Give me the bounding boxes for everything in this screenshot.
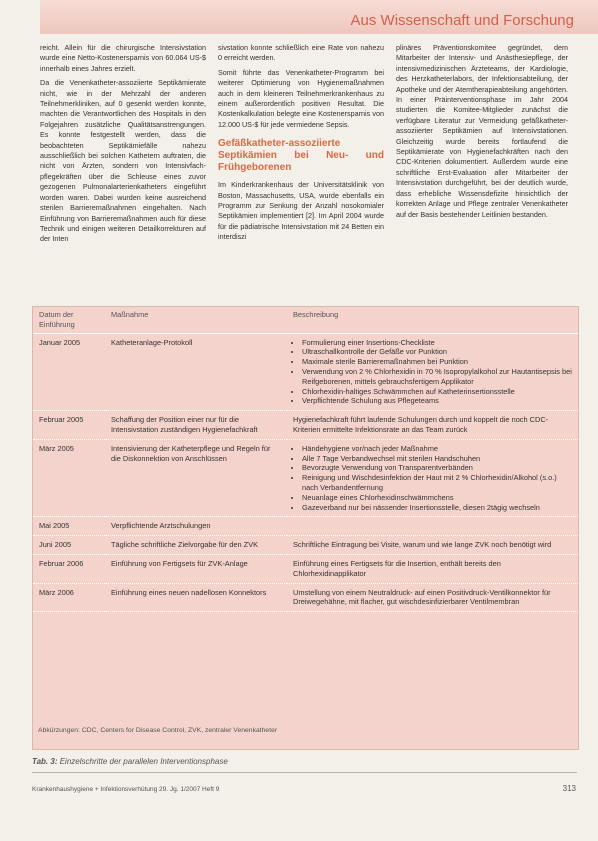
paragraph: plinäres Präventionskomitee gegründet, dem Mitarbeiter der Intensiv- und Anästhesiepflege, der intensivmedizinischen Ärzteteams, der Kardiologie, des Herzkatheterlabors, der Infektionsabteilung, der Apotheke und der Atemtherapieabteilung angehörten. In einer Präinterventionsphase im Jahr 2004 studierten die Komitee-Mitglieder zunächst die verfügbare Literatur zur Vermeidung gefäßkatheter-assoziierter Septikämien auf Intensivstationen. Gleichzeitig wurde bereits fortlaufend die Septikämierate von Hygienefachkräften nach den CDC-Kriterien dokumentiert. Außerdem wurde eine schriftliche Erst-Evaluation aller Mitarbeiter der Intensivstation durchgeführt, bei der deutlich wurde, dass erhebliche Wissensdefizite hinsichtlich der korrekten Anlage und Pflege zentraler Venenkatheter auf der Basis bestehender Leitlinien bestanden. bbox=[396, 43, 568, 219]
section-title: Aus Wissenschaft und Forschung bbox=[350, 12, 574, 29]
header-measure: Maßnahme bbox=[105, 307, 287, 333]
paragraph: reicht. Allein für die chirurgische Intensivstation wurde eine Netto-Kostenersparnis von 60.064 US-$ innerhalb eines Jahres erzielt. bbox=[40, 43, 206, 73]
list-item: • Händehygiene vor/nach jeder Maßnahme bbox=[302, 444, 572, 454]
table-row bbox=[33, 439, 578, 517]
table-row bbox=[33, 517, 578, 536]
list-item: • Chlorhexidin-haltiges Schwämmchen auf Katheterinsertionsstelle bbox=[302, 387, 572, 397]
list-item: • Gazeverband nur bei nässender Insertionsstelle, diesen 2tägig wechseln bbox=[302, 503, 572, 513]
list-item: • Reinigung und Wischdesinfektion der Haut mit 2 % Chlorhexidin/Alkohol (s.o.) nach Verbandentfernung bbox=[302, 473, 572, 493]
caption-label: Tab. 3: bbox=[32, 757, 58, 766]
paragraph: Da die Venenkatheter-assoziierte Septikämierate nicht, wie in der Mehrzahl der anderen Teilnehmerkliniken, auf 0 gesenkt werden konnte, machten die Verantwortlichen des Hospitals in den Folgejahren zusätzliche Qualitätsanstrengungen. Es konnte festgestellt werden, dass die beobachteten Septikämiefälle nahezu ausschließlich bei solchen Kathetern auftraten, die nicht von Ärzten, sondern von Intensivfachpflegekräften über die Schleuse eines zuvor gezogenen Pulmonalarterienkatheters eingeführt worden waren. Dabei wurden keine ausreichend sterilen Barrieremaßnahmen eingehalten. Nach Einführung von Barrieremaßnahmen auch für diese Technik und einigen weiteren Detailkorrekturen auf der Inten bbox=[40, 78, 206, 244]
table-row bbox=[33, 333, 578, 411]
table-header-row bbox=[33, 307, 578, 333]
row-description: Einführung eines Fertigsets für die Insertion, enthält bereits den Chlorhexidinapplikator bbox=[287, 554, 578, 583]
list-item: • Maximale sterile Barrieremaßnahmen bei Punktion bbox=[302, 357, 572, 367]
row-date: März 2005 bbox=[33, 439, 105, 517]
row-description bbox=[287, 517, 578, 536]
table-row bbox=[33, 554, 578, 583]
footer-rule bbox=[32, 772, 577, 773]
row-date: Februar 2005 bbox=[33, 411, 105, 440]
row-date: Juni 2005 bbox=[33, 536, 105, 555]
row-description: Schriftliche Eintragung bei Visite, warum und wie lange ZVK noch benötigt wird bbox=[287, 536, 578, 555]
list-item: • Ultraschallkontrolle der Gefäße vor Punktion bbox=[302, 347, 572, 357]
list-item: • Alle 7 Tage Verbandwechsel mit sterilen Handschuhen bbox=[302, 454, 572, 464]
table-row bbox=[33, 411, 578, 440]
row-date: Januar 2005 bbox=[33, 333, 105, 411]
row-measure: Tägliche schriftliche Zielvorgabe für den ZVK bbox=[105, 536, 287, 555]
row-description bbox=[287, 333, 578, 411]
description-list bbox=[293, 444, 572, 513]
paragraph: Im Kinderkrankenhaus der Universitätsklinik von Boston, Massachusetts, USA, wurde ebenfalls ein Programm zur Senkung der Anzahl nosokomialer Septikämien implementiert [2]. Im April 2004 wurde für die pädiatrische Intensivstation mit 24 Betten ein interdiszi bbox=[218, 180, 384, 242]
table-caption bbox=[32, 757, 228, 766]
list-item: • Neuanlage eines Chlorhexidinschwämmchens bbox=[302, 493, 572, 503]
list-item: • Bevorzugte Verwendung von Transparentverbänden bbox=[302, 463, 572, 473]
section-heading: Gefäßkatheter-assoziierte Septikämien bei Neu- und Frühgeborenen bbox=[218, 138, 384, 174]
text-column-3 bbox=[396, 43, 568, 224]
table-row bbox=[33, 536, 578, 555]
list-item: • Verpflichtende Schulung aus Pflegeteams bbox=[302, 396, 572, 406]
row-measure: Intensivierung der Katheterpflege und Regeln für die Diskonnektion von Anschlüssen bbox=[105, 439, 287, 517]
journal-reference: Krankenhaushygiene + Infektionsverhütung 29. Jg. 1/2007 Heft 9 bbox=[32, 786, 220, 793]
row-measure: Katheteranlage-Protokoll bbox=[105, 333, 287, 411]
abbreviations: Abkürzungen: CDC, Centers for Disease Control, ZVK, zentraler Venenkatheter bbox=[38, 727, 278, 734]
list-item: • Verwendung von 2 % Chlorhexidin in 70 % Isopropylalkohol zur Hautantisepsis bei Reifgeborenen, mittels gebrauchsfertigem Applikator bbox=[302, 367, 572, 387]
description-list bbox=[293, 338, 572, 407]
caption-text: Einzelschritte der parallelen Interventionsphase bbox=[57, 757, 228, 766]
row-measure: Einführung eines neuen nadellosen Konnektors bbox=[105, 583, 287, 612]
row-measure: Einführung von Fertigsets für ZVK-Anlage bbox=[105, 554, 287, 583]
row-description: Hygienefachkraft führt laufende Schulungen durch und koppelt die noch CDC-Kriterien ermittelte Infektionsrate an das Team zurück bbox=[287, 411, 578, 440]
table-row bbox=[33, 583, 578, 612]
row-date: März 2006 bbox=[33, 583, 105, 612]
paragraph: sivstation konnte schließlich eine Rate von nahezu 0 erreicht werden. bbox=[218, 43, 384, 63]
row-date: Februar 2006 bbox=[33, 554, 105, 583]
page-number: 313 bbox=[562, 784, 576, 793]
intervention-table bbox=[32, 306, 579, 750]
row-description bbox=[287, 439, 578, 517]
row-measure: Verpflichtende Arztschulungen bbox=[105, 517, 287, 536]
paragraph: Somit führte das Venenkatheter-Programm bei weiterer Optimierung von Hygienemaßnahmen auch in dem kleineren Teilnehmerkrankenhaus zu einem außerordentlich positiven Resultat. Die Kostenkalkulation belegte eine Kostenersparnis von 12.000 US-$ für jede vermiedene Sepsis. bbox=[218, 67, 384, 129]
text-column-2 bbox=[218, 43, 384, 247]
header-date: Datum der Einführung bbox=[33, 307, 105, 333]
header-description: Beschreibung bbox=[287, 307, 578, 333]
row-description: Umstellung von einem Neutraldruck- auf einen Positivdruck-Ventilkonnektor für Dreiwegehähne, mit flacher, gut wischdesinfizierbarer Ventilmembran bbox=[287, 583, 578, 612]
list-item: • Formulierung einer Insertions-Checkliste bbox=[302, 338, 572, 348]
row-date: Mai 2005 bbox=[33, 517, 105, 536]
text-column-1 bbox=[40, 43, 206, 249]
row-measure: Schaffung der Position einer nur für die Intensivstation zuständigen Hygienefachkraft bbox=[105, 411, 287, 440]
